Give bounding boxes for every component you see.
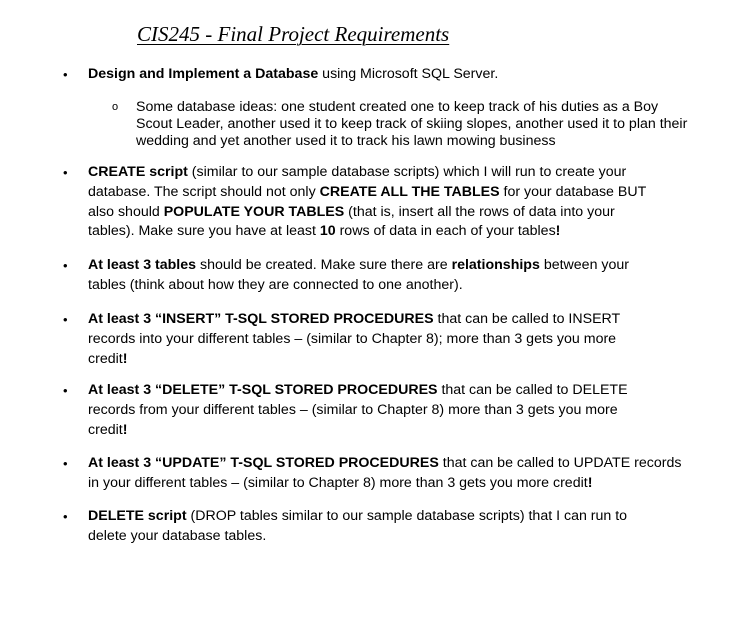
page-title: CIS245 - Final Project Requirements bbox=[137, 22, 450, 46]
bullet-icon: • bbox=[63, 509, 68, 524]
requirement-bold: ! bbox=[122, 421, 128, 438]
requirement-bold: DELETE script bbox=[88, 508, 187, 524]
requirement-item-4 bbox=[88, 310, 658, 369]
requirement-bold: ! bbox=[555, 223, 561, 240]
bullet-icon: • bbox=[63, 258, 68, 273]
requirement-text: (similar to our sample database scripts) which I will run to create your database. The script should not only bbox=[88, 164, 627, 200]
requirement-item-5 bbox=[88, 381, 658, 440]
requirement-bold: At least 3 tables bbox=[88, 257, 197, 273]
requirement-text: rows of data in each of your tables bbox=[335, 223, 556, 240]
requirement-bold: CREATE ALL THE TABLES bbox=[319, 183, 500, 200]
requirement-bold: CREATE script bbox=[88, 164, 188, 180]
requirement-item-2 bbox=[88, 163, 658, 242]
requirement-text: that can be called to INSERT records into your different tables – (similar to Chapter 8); more than 3 gets you more credit bbox=[88, 311, 620, 367]
requirement-bold: Design and Implement a Database bbox=[88, 66, 319, 82]
requirement-bold: At least 3 “DELETE” T-SQL STORED PROCEDURES bbox=[88, 382, 438, 398]
requirement-bold: POPULATE YOUR TABLES bbox=[163, 203, 345, 220]
requirement-item-1 bbox=[88, 65, 718, 85]
requirement-text: (that is, insert all the rows of data into your tables). Make sure you have at least bbox=[88, 203, 615, 240]
requirement-text: between your tables (think about how they are connected to one another). bbox=[88, 257, 629, 293]
bullet-icon: • bbox=[63, 67, 68, 82]
sub-bullet-icon: o bbox=[112, 101, 119, 113]
bullet-icon: • bbox=[63, 165, 68, 180]
requirement-item-6 bbox=[88, 454, 688, 494]
requirement-bold: At least 3 “UPDATE” T-SQL STORED PROCEDURES bbox=[88, 455, 439, 471]
requirement-text: that can be called to UPDATE records in your different tables – (similar to Chapter 8) more than 3 gets you more credit bbox=[88, 455, 682, 491]
requirement-item-7 bbox=[88, 507, 668, 547]
requirement-subitem: Some database ideas: one student created one to keep track of his duties as a Boy Scout Leader, another used it to keep track of skiing slopes, another used it to plan their wedding and yet another used it to track his lawn mowing business bbox=[136, 99, 688, 149]
requirement-bold: ! bbox=[587, 474, 593, 491]
requirement-text: should be created. Make sure there are bbox=[196, 257, 452, 273]
requirement-bold: ! bbox=[122, 350, 128, 367]
bullet-icon: • bbox=[63, 456, 68, 471]
bullet-icon: • bbox=[63, 312, 68, 327]
requirement-text: for your database BUT also should bbox=[88, 183, 647, 220]
requirement-bold: 10 bbox=[319, 223, 336, 240]
requirement-item-3 bbox=[88, 256, 658, 296]
requirement-bold: At least 3 “INSERT” T-SQL STORED PROCEDURES bbox=[88, 311, 434, 327]
requirement-bold: relationships bbox=[451, 257, 540, 273]
requirement-text: that can be called to DELETE records from your different tables – (similar to Chapter 8) more than 3 gets you more credit bbox=[88, 382, 628, 438]
requirement-text: (DROP tables similar to our sample database scripts) that I can run to delete your database tables. bbox=[88, 508, 628, 544]
bullet-icon: • bbox=[63, 383, 68, 398]
requirement-text: using Microsoft SQL Server. bbox=[318, 66, 499, 82]
